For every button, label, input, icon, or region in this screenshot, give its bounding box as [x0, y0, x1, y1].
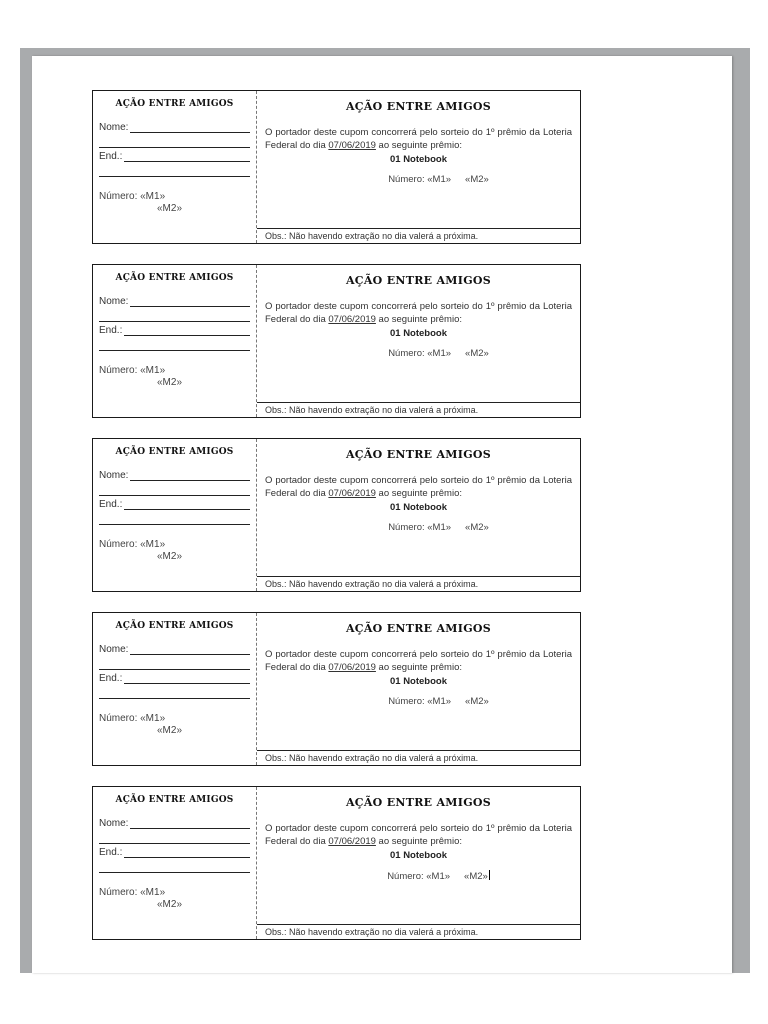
stub-title: AÇÃO ENTRE AMIGOS [115, 447, 234, 457]
name-label: Nome: [99, 122, 129, 133]
main-number-label: Número: «M1» [388, 174, 452, 185]
stub-title: AÇÃO ENTRE AMIGOS [115, 795, 234, 805]
name-fill-line [130, 644, 250, 655]
main-number-m2: «M2» [465, 522, 489, 533]
draw-date: 07/06/2019 [328, 835, 376, 847]
obs-note: Obs.: Não havendo extração no dia valerá a próxima. [257, 576, 580, 591]
address-label: End.: [99, 673, 123, 684]
main-number [265, 348, 572, 359]
obs-note: Obs.: Não havendo extração no dia valerá a próxima. [257, 402, 580, 417]
description-end: ao seguinte prêmio: [375, 835, 463, 847]
main-number-label: Número: «M1» [388, 696, 452, 707]
address-extra-line [99, 336, 250, 351]
address-field [99, 148, 250, 162]
name-label: Nome: [99, 296, 129, 307]
coupon-main [257, 265, 580, 417]
coupon-description [265, 649, 572, 674]
stub-number [99, 713, 250, 737]
prize: 01 Notebook [389, 154, 447, 165]
name-extra-line [99, 133, 250, 148]
stub-title: AÇÃO ENTRE AMIGOS [115, 621, 234, 631]
stub-number-label: Número: «M1» [99, 365, 166, 376]
coupon-main [257, 91, 580, 243]
name-fill-line [130, 122, 250, 133]
coupon-stub [93, 91, 257, 243]
stub-number-m2: «M2» [157, 377, 183, 388]
main-number-m2: «M2» [465, 696, 489, 707]
obs-note: Obs.: Não havendo extração no dia valerá a próxima. [257, 924, 580, 939]
address-extra-line [99, 858, 250, 873]
name-fill-line [130, 470, 250, 481]
main-title: AÇÃO ENTRE AMIGOS [345, 100, 492, 113]
stub-number [99, 191, 250, 215]
description-start: O portador deste cupom concorrerá pelo sorteio do 1º prêmio da Loteria Federal do dia [265, 301, 572, 325]
coupon [92, 90, 581, 244]
coupon-stub [93, 787, 257, 939]
coupon-stub [93, 439, 257, 591]
draw-date: 07/06/2019 [328, 487, 376, 499]
main-number-m2: «M2» [465, 174, 489, 185]
main-title: AÇÃO ENTRE AMIGOS [345, 622, 492, 635]
description-start: O portador deste cupom concorrerá pelo sorteio do 1º prêmio da Loteria Federal do dia [265, 475, 572, 499]
prize: 01 Notebook [389, 850, 447, 861]
main-number-label: Número: «M1» [388, 522, 452, 533]
main-title: AÇÃO ENTRE AMIGOS [345, 796, 492, 809]
obs-note: Obs.: Não havendo extração no dia valerá a próxima. [257, 228, 580, 243]
name-extra-line [99, 307, 250, 322]
main-title: AÇÃO ENTRE AMIGOS [345, 274, 492, 287]
coupon-description [265, 127, 572, 152]
name-field [99, 467, 250, 481]
coupon-main [257, 787, 580, 939]
prize: 01 Notebook [389, 502, 447, 513]
coupon-main [257, 613, 580, 765]
address-label: End.: [99, 499, 123, 510]
draw-date: 07/06/2019 [328, 661, 376, 673]
address-field [99, 322, 250, 336]
stub-number-label: Número: «M1» [99, 191, 166, 202]
address-field [99, 496, 250, 510]
stub-number-m2: «M2» [157, 725, 183, 736]
stub-number-m2: «M2» [157, 203, 183, 214]
coupon [92, 612, 581, 766]
address-fill-line [124, 847, 250, 858]
stub-number-m2: «M2» [157, 899, 183, 910]
name-extra-line [99, 829, 250, 844]
description-end: ao seguinte prêmio: [375, 313, 463, 325]
coupon [92, 438, 581, 592]
address-label: End.: [99, 847, 123, 858]
coupon-stub [93, 265, 257, 417]
address-fill-line [124, 499, 250, 510]
address-field [99, 670, 250, 684]
coupon-description [265, 301, 572, 326]
address-field [99, 844, 250, 858]
main-number-m2: «M2» [464, 871, 488, 882]
name-field [99, 293, 250, 307]
coupon-description [265, 823, 572, 848]
name-field [99, 119, 250, 133]
text-cursor [489, 870, 490, 880]
coupon [92, 264, 581, 418]
address-fill-line [124, 673, 250, 684]
name-extra-line [99, 655, 250, 670]
coupon-main [257, 439, 580, 591]
main-number [265, 522, 572, 533]
main-number [265, 174, 572, 185]
name-extra-line [99, 481, 250, 496]
description-end: ao seguinte prêmio: [375, 139, 463, 151]
description-start: O portador deste cupom concorrerá pelo sorteio do 1º prêmio da Loteria Federal do dia [265, 127, 572, 151]
draw-date: 07/06/2019 [328, 139, 376, 151]
address-fill-line [124, 325, 250, 336]
address-extra-line [99, 510, 250, 525]
stub-title: AÇÃO ENTRE AMIGOS [115, 99, 234, 109]
description-start: O portador deste cupom concorrerá pelo sorteio do 1º prêmio da Loteria Federal do dia [265, 823, 572, 847]
main-number-label: Número: «M1» [387, 871, 451, 882]
draw-date: 07/06/2019 [328, 313, 376, 325]
coupon-stub [93, 613, 257, 765]
address-label: End.: [99, 151, 123, 162]
stub-number-label: Número: «M1» [99, 713, 166, 724]
address-label: End.: [99, 325, 123, 336]
address-extra-line [99, 162, 250, 177]
description-end: ao seguinte prêmio: [375, 487, 463, 499]
main-number [265, 696, 572, 707]
coupon [92, 786, 581, 940]
prize: 01 Notebook [389, 676, 447, 687]
main-number [265, 870, 572, 882]
name-label: Nome: [99, 470, 129, 481]
coupon-description [265, 475, 572, 500]
description-end: ao seguinte prêmio: [375, 661, 463, 673]
name-fill-line [130, 818, 250, 829]
name-field [99, 815, 250, 829]
stub-number [99, 365, 250, 389]
prize: 01 Notebook [389, 328, 447, 339]
main-number-label: Número: «M1» [388, 348, 452, 359]
main-number-m2: «M2» [465, 348, 489, 359]
name-field [99, 641, 250, 655]
obs-note: Obs.: Não havendo extração no dia valerá a próxima. [257, 750, 580, 765]
address-fill-line [124, 151, 250, 162]
stub-number-label: Número: «M1» [99, 539, 166, 550]
description-start: O portador deste cupom concorrerá pelo sorteio do 1º prêmio da Loteria Federal do dia [265, 649, 572, 673]
name-fill-line [130, 296, 250, 307]
stub-number [99, 887, 250, 911]
address-extra-line [99, 684, 250, 699]
stub-number-m2: «M2» [157, 551, 183, 562]
stub-number-label: Número: «M1» [99, 887, 166, 898]
stub-title: AÇÃO ENTRE AMIGOS [115, 273, 234, 283]
name-label: Nome: [99, 644, 129, 655]
main-title: AÇÃO ENTRE AMIGOS [345, 448, 492, 461]
stub-number [99, 539, 250, 563]
name-label: Nome: [99, 818, 129, 829]
